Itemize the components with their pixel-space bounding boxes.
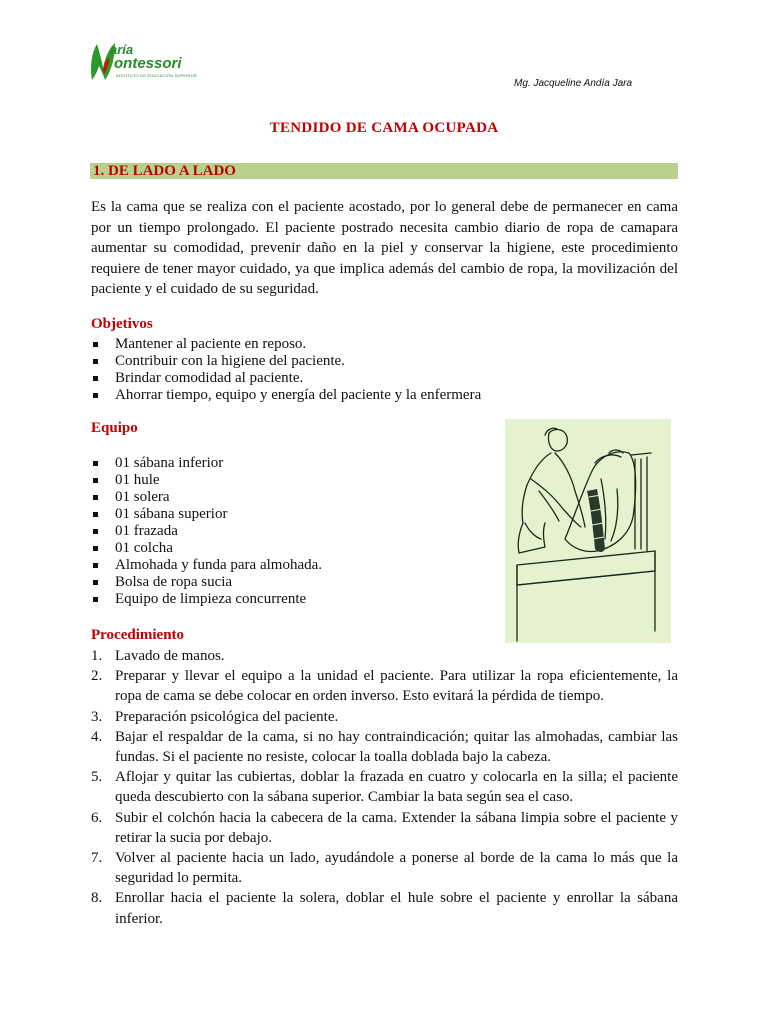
list-item: 01 sábana superior xyxy=(91,506,491,523)
list-item: 01 colcha xyxy=(91,540,491,557)
intro-paragraph: Es la cama que se realiza con el paciente acostado, por lo general debe de permanecer en cama por un tiempo prolongado. El paciente postrado necesita cambio diario de ropa de camapara aumentar su comodidad, prevenir daño en la piel y conservar la higiene, este procedimiento requiere de tener mayor cuidado, ya que implica además del cambio de ropa, la movilización del paciente y el cuidado de su seguridad. xyxy=(91,199,678,298)
list-item: Mantener al paciente en reposo. xyxy=(91,336,591,353)
step-number: 3. xyxy=(91,708,103,725)
step-text: Subir el colchón hacia la cabecera de la cama. Extender la sábana limpia sobre el paciente y retirar la sucia por debajo. xyxy=(115,809,678,846)
list-item xyxy=(91,646,678,666)
list-item: Equipo de limpieza concurrente xyxy=(91,591,491,608)
list-item: 01 sábana inferior xyxy=(91,455,491,472)
list-item: Bolsa de ropa sucia xyxy=(91,574,491,591)
list-item xyxy=(91,808,678,848)
equipment-heading: Equipo xyxy=(91,420,138,436)
step-number: 8. xyxy=(91,890,103,907)
step-number: 4. xyxy=(91,728,103,745)
step-text: Enrollar hacia el paciente la solera, doblar el hule sobre el paciente y enrollar la sábana inferior. xyxy=(115,890,678,927)
objectives-list xyxy=(91,336,591,404)
institution-logo xyxy=(88,40,218,86)
page-title: TENDIDO DE CAMA OCUPADA xyxy=(269,120,499,136)
objectives-heading: Objetivos xyxy=(91,316,153,332)
step-text: Preparar y llevar el equipo a la unidad el paciente. Para utilizar la ropa eficientemente, la ropa de cama se debe colocar en orden inverso. Esto evitará la pérdida de tiempo. xyxy=(115,668,678,705)
step-number: 6. xyxy=(91,809,103,826)
list-item: 01 solera xyxy=(91,489,491,506)
step-number: 2. xyxy=(91,668,103,685)
list-item xyxy=(91,888,678,928)
procedure-list xyxy=(91,646,678,929)
list-item: 01 hule xyxy=(91,472,491,489)
step-number: 5. xyxy=(91,769,103,786)
logo-word-1: aría xyxy=(110,42,134,57)
step-text: Volver al paciente hacia un lado, ayudándole a ponerse al borde de la cama lo más que la seguridad lo permita. xyxy=(115,850,678,887)
step-text: Bajar el respaldar de la cama, si no hay contraindicación; quitar las almohadas, cambiar las fundas. Si el paciente no resiste, colocar la toalla doblada bajo la cabeza. xyxy=(115,728,678,766)
list-item xyxy=(91,727,678,767)
step-number: 7. xyxy=(91,850,103,867)
list-item xyxy=(91,767,678,807)
list-item: Almohada y funda para almohada. xyxy=(91,557,491,574)
step-text: Lavado de manos. xyxy=(115,648,225,664)
list-item xyxy=(91,707,678,727)
procedure-heading: Procedimiento xyxy=(91,627,185,643)
list-item: 01 frazada xyxy=(91,523,491,540)
author-name: Mg. Jacqueline Andía Jara xyxy=(514,78,633,89)
list-item: Contribuir con la higiene del paciente. xyxy=(91,353,591,370)
logo-subtitle: INSTITUTO DE EDUCACIÓN SUPERIOR xyxy=(116,73,198,78)
list-item xyxy=(91,848,678,888)
list-item: Brindar comodidad al paciente. xyxy=(91,370,591,387)
section-title: 1. DE LADO A LADO xyxy=(93,163,236,179)
list-item xyxy=(91,666,678,706)
list-item: Ahorrar tiempo, equipo y energía del paciente y la enfermera xyxy=(91,387,591,404)
bed-drawing-icon xyxy=(505,419,671,643)
step-number: 1. xyxy=(91,648,103,664)
equipment-list xyxy=(91,455,491,608)
step-text: Preparación psicológica del paciente. xyxy=(115,708,339,725)
logo-word-2: ontessori xyxy=(114,55,182,72)
step-text: Aflojar y quitar las cubiertas, doblar la frazada en cuatro y colocarla en la silla; el paciente queda descubierto con la sábana superior. Cambiar la bata según sea el caso. xyxy=(115,769,678,806)
nurse-making-bed-illustration xyxy=(505,419,671,643)
